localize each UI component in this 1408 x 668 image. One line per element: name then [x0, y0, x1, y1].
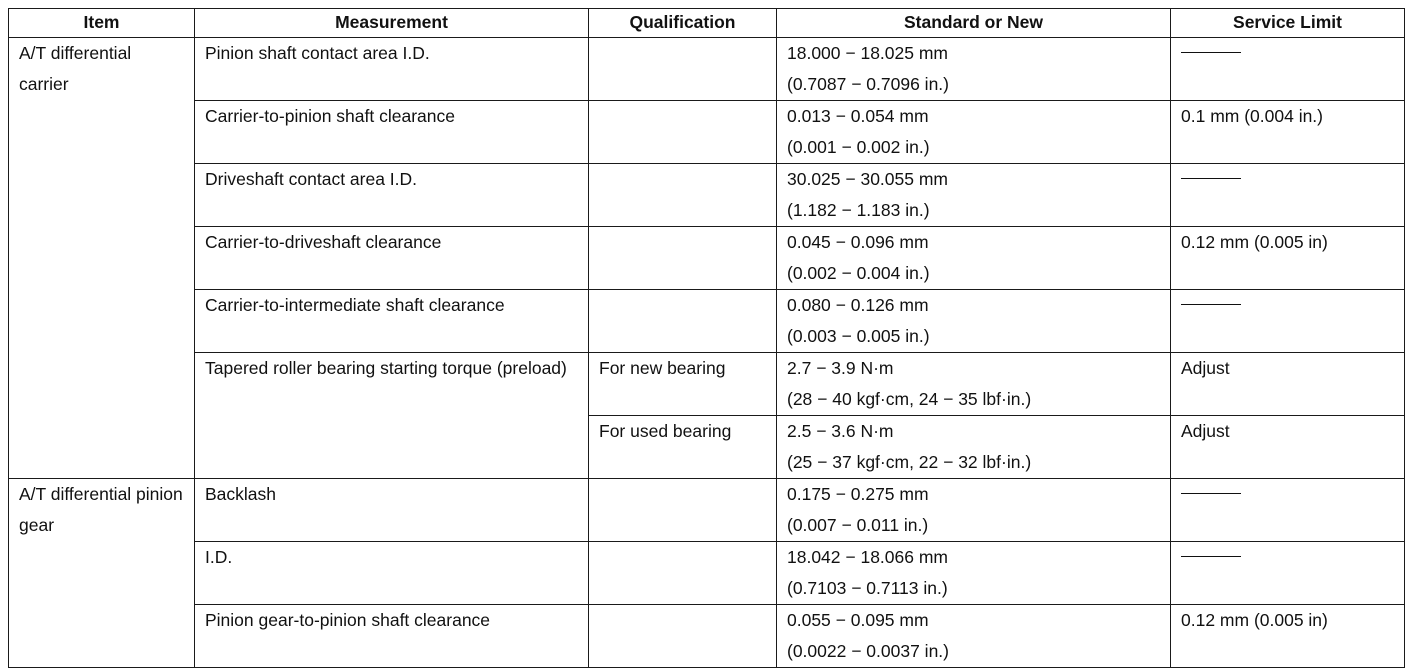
- standard-metric: 0.045 − 0.096 mm: [787, 232, 929, 252]
- standard-cell: [777, 290, 1171, 353]
- qualification-cell: [589, 605, 777, 668]
- standard-imperial: (28 − 40 kgf·cm, 24 − 35 lbf·in.): [787, 389, 1032, 409]
- standard-imperial: (1.182 − 1.183 in.): [787, 200, 930, 220]
- measurement-cell: Pinion gear-to-pinion shaft clearance: [195, 605, 589, 668]
- service-limit-dash: [1181, 556, 1241, 557]
- qualification-cell: For new bearing: [589, 353, 777, 416]
- table-row: [9, 38, 1405, 101]
- service-limit-dash: [1181, 178, 1241, 179]
- standard-cell: [777, 416, 1171, 479]
- standard-metric: 2.5 − 3.6 N·m: [787, 421, 894, 441]
- service-limit-cell: [1171, 290, 1405, 353]
- header-qualification: Qualification: [589, 9, 777, 38]
- service-limit-cell: 0.1 mm (0.004 in.): [1171, 101, 1405, 164]
- table-row: [9, 353, 1405, 416]
- header-service-limit: Service Limit: [1171, 9, 1405, 38]
- service-limit-cell: [1171, 479, 1405, 542]
- service-limit-cell: Adjust: [1171, 416, 1405, 479]
- standard-cell: [777, 353, 1171, 416]
- standard-imperial: (0.7103 − 0.7113 in.): [787, 578, 948, 598]
- table-row: [9, 542, 1405, 605]
- service-limit-dash: [1181, 304, 1241, 305]
- table-row: [9, 101, 1405, 164]
- standard-metric: 2.7 − 3.9 N·m: [787, 358, 894, 378]
- standard-imperial: (0.0022 − 0.0037 in.): [787, 641, 949, 661]
- standard-imperial: (0.003 − 0.005 in.): [787, 326, 930, 346]
- measurement-cell: Carrier-to-driveshaft clearance: [195, 227, 589, 290]
- standard-metric: 18.000 − 18.025 mm: [787, 43, 949, 63]
- qualification-cell: [589, 479, 777, 542]
- service-limit-cell: [1171, 542, 1405, 605]
- table-row: [9, 227, 1405, 290]
- qualification-cell: [589, 290, 777, 353]
- table-row: [9, 164, 1405, 227]
- measurement-cell: Driveshaft contact area I.D.: [195, 164, 589, 227]
- service-limit-cell: Adjust: [1171, 353, 1405, 416]
- measurement-cell: Pinion shaft contact area I.D.: [195, 38, 589, 101]
- standard-cell: [777, 38, 1171, 101]
- standard-imperial: (0.007 − 0.011 in.): [787, 515, 929, 535]
- standard-cell: [777, 605, 1171, 668]
- header-standard: Standard or New: [777, 9, 1171, 38]
- item-cell: A/T differential carrier: [9, 38, 195, 479]
- standard-metric: 0.175 − 0.275 mm: [787, 484, 929, 504]
- qualification-cell: [589, 101, 777, 164]
- table-row: [9, 605, 1405, 668]
- qualification-cell: [589, 542, 777, 605]
- standard-imperial: (25 − 37 kgf·cm, 22 − 32 lbf·in.): [787, 452, 1032, 472]
- standard-imperial: (0.002 − 0.004 in.): [787, 263, 930, 283]
- service-limit-cell: [1171, 164, 1405, 227]
- standard-cell: [777, 227, 1171, 290]
- qualification-cell: [589, 38, 777, 101]
- standard-cell: [777, 101, 1171, 164]
- measurement-cell: Carrier-to-pinion shaft clearance: [195, 101, 589, 164]
- specification-table: [8, 8, 1405, 668]
- measurement-cell: I.D.: [195, 542, 589, 605]
- standard-cell: [777, 542, 1171, 605]
- standard-metric: 18.042 − 18.066 mm: [787, 547, 949, 567]
- table-row: [9, 479, 1405, 542]
- standard-metric: 30.025 − 30.055 mm: [787, 169, 949, 189]
- qualification-cell: [589, 164, 777, 227]
- standard-imperial: (0.001 − 0.002 in.): [787, 137, 930, 157]
- header-item: Item: [9, 9, 195, 38]
- standard-metric: 0.080 − 0.126 mm: [787, 295, 929, 315]
- qualification-cell: [589, 227, 777, 290]
- standard-cell: [777, 164, 1171, 227]
- service-limit-cell: 0.12 mm (0.005 in): [1171, 605, 1405, 668]
- measurement-cell: Tapered roller bearing starting torque (preload): [195, 353, 589, 479]
- measurement-cell: Carrier-to-intermediate shaft clearance: [195, 290, 589, 353]
- service-limit-dash: [1181, 493, 1241, 494]
- header-measurement: Measurement: [195, 9, 589, 38]
- item-cell: A/T differential pinion gear: [9, 479, 195, 668]
- service-limit-cell: [1171, 38, 1405, 101]
- table-row: [9, 290, 1405, 353]
- qualification-cell: For used bearing: [589, 416, 777, 479]
- header-row: [9, 9, 1405, 38]
- measurement-cell: Backlash: [195, 479, 589, 542]
- standard-cell: [777, 479, 1171, 542]
- service-limit-cell: 0.12 mm (0.005 in): [1171, 227, 1405, 290]
- standard-metric: 0.013 − 0.054 mm: [787, 106, 929, 126]
- standard-metric: 0.055 − 0.095 mm: [787, 610, 929, 630]
- service-limit-dash: [1181, 52, 1241, 53]
- standard-imperial: (0.7087 − 0.7096 in.): [787, 74, 949, 94]
